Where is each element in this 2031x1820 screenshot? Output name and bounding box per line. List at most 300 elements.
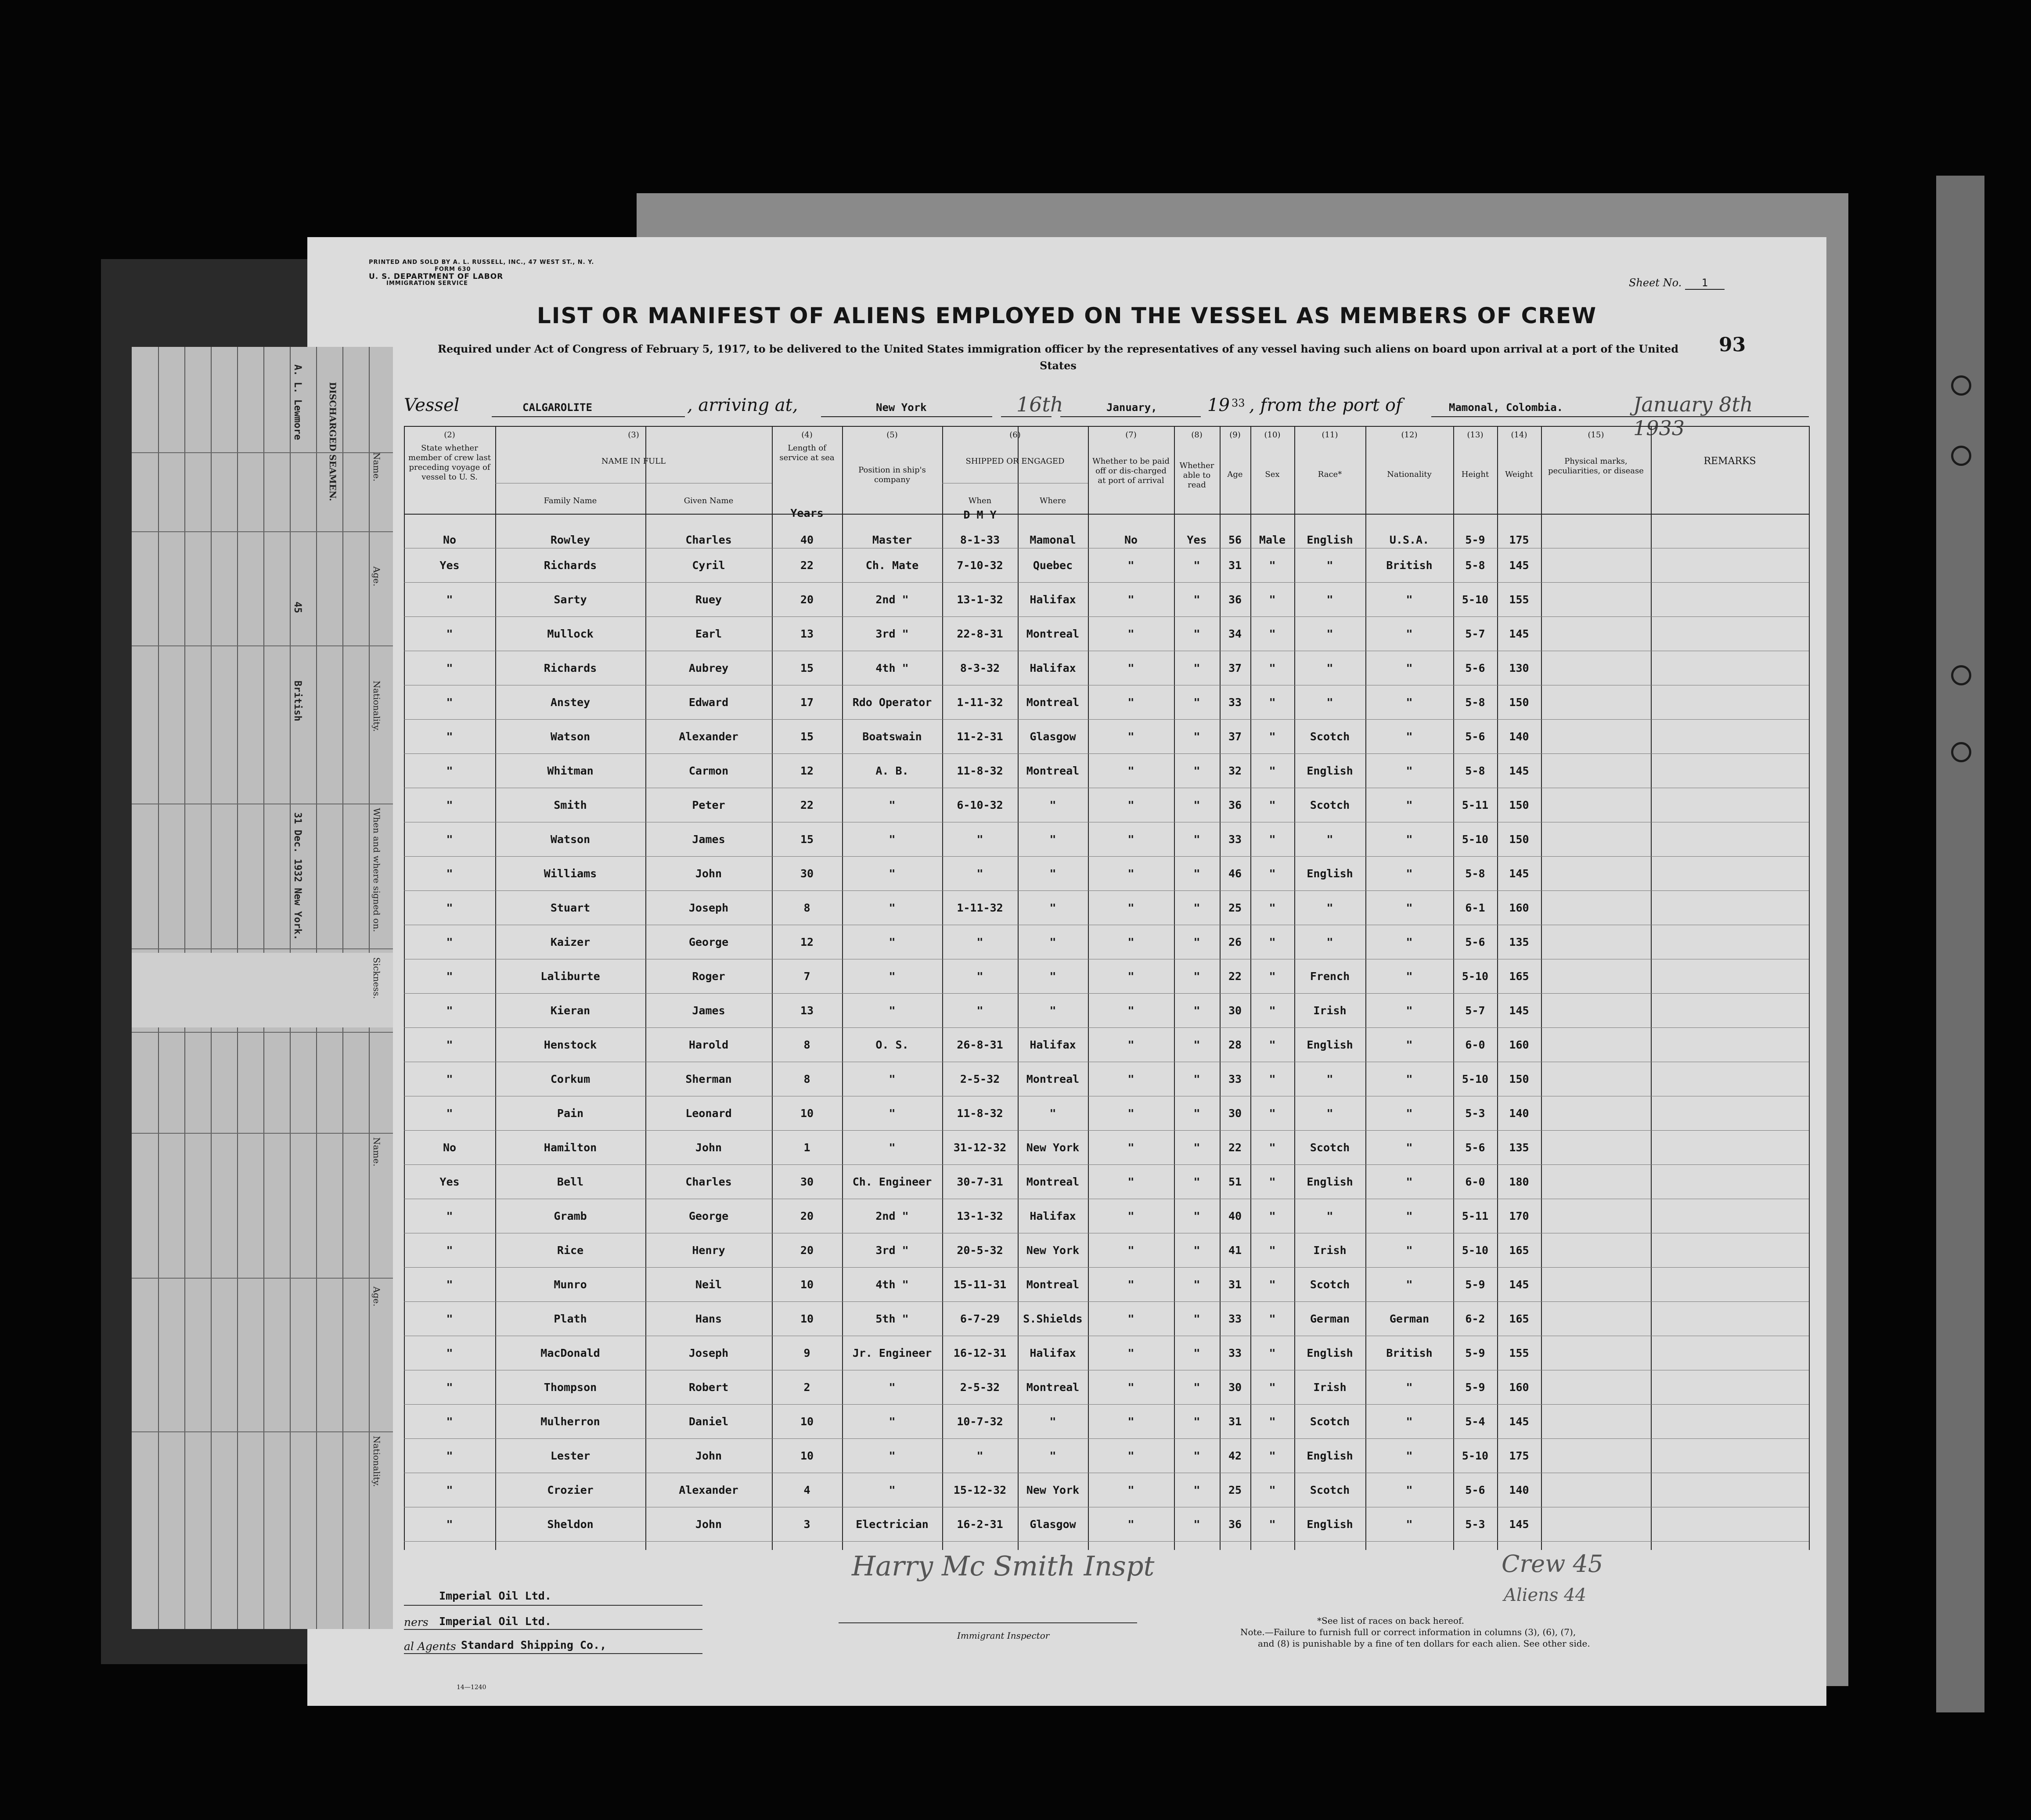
crew-where-cell: Montreal [1026, 1278, 1080, 1291]
crew-race-cell: " [1326, 1073, 1333, 1085]
crew-where-cell: Glasgow [1030, 730, 1076, 743]
crew-position-cell: Ch. Mate [865, 559, 919, 572]
crew-height-cell: 5-6 [1465, 1484, 1485, 1496]
crew-weight-cell: 140 [1509, 730, 1529, 743]
crew-given-cell: Roger [692, 970, 725, 983]
crew-nationality-cell: " [1406, 936, 1413, 948]
crew-read-cell: " [1193, 1210, 1200, 1222]
crew-age-cell: 36 [1228, 593, 1242, 606]
crew-years-cell: 8 [803, 1038, 810, 1051]
crew-when-cell: 2-5-32 [960, 1073, 1000, 1085]
crew-weight-cell: 145 [1509, 1415, 1529, 1428]
crew-family-cell: Rice [557, 1244, 584, 1257]
column-header: (14) [1511, 430, 1527, 440]
crew-sex-cell: " [1269, 764, 1276, 777]
crew-prev-cell: " [446, 1381, 453, 1394]
crew-given-cell: Alexander [679, 1484, 738, 1496]
crew-family-cell: Richards [544, 559, 597, 572]
crew-read-cell: " [1193, 1381, 1200, 1394]
crew-age-cell: 33 [1228, 1312, 1242, 1325]
crew-paid-cell: " [1127, 1210, 1134, 1222]
crew-sex-cell: " [1269, 1244, 1276, 1257]
crew-paid-cell: " [1127, 1278, 1134, 1291]
column-header: NAME IN FULL [601, 457, 666, 466]
crew-sex-cell: " [1269, 867, 1276, 880]
crew-paid-cell: " [1127, 1484, 1134, 1496]
crew-when-cell: 15-11-31 [953, 1278, 1007, 1291]
crew-when-cell: 31-12-32 [953, 1141, 1007, 1154]
crew-nationality-cell: " [1406, 1449, 1413, 1462]
crew-when-cell: 11-8-32 [957, 1107, 1003, 1120]
crew-given-cell: Joseph [688, 1347, 729, 1359]
crew-prev-cell: " [446, 1038, 453, 1051]
crew-nationality-cell: " [1406, 867, 1413, 880]
crew-position-cell: 3rd " [875, 627, 909, 640]
crew-weight-cell: 165 [1509, 1312, 1529, 1325]
crew-when-cell: " [976, 1449, 983, 1462]
crew-position-cell: " [889, 1381, 896, 1394]
crew-race-cell: English [1307, 1175, 1353, 1188]
crew-when-cell: 8-3-32 [960, 662, 1000, 674]
vessel-name: CALGAROLITE [522, 401, 592, 414]
crew-weight-cell: 165 [1509, 1244, 1529, 1257]
crew-age-cell: 56 [1228, 533, 1242, 546]
crew-position-cell: " [889, 1004, 896, 1017]
crew-paid-cell: " [1127, 696, 1134, 709]
crew-years-cell: 15 [800, 730, 814, 743]
crew-weight-cell: 140 [1509, 1484, 1529, 1496]
crew-age-cell: 30 [1228, 1107, 1242, 1120]
crew-years-cell: 12 [800, 936, 814, 948]
crew-given-cell: Leonard [685, 1107, 732, 1120]
crew-position-cell: " [889, 833, 896, 846]
crew-nationality-cell: " [1406, 662, 1413, 674]
crew-years-cell: 30 [800, 1175, 814, 1188]
crew-nationality-cell: " [1406, 1415, 1413, 1428]
crew-race-cell: " [1326, 1107, 1333, 1120]
crew-when-cell: 26-8-31 [957, 1038, 1003, 1051]
crew-read-cell: " [1193, 1449, 1200, 1462]
column-header: Physical marks, peculiarities, or disease [1548, 457, 1644, 476]
slip-seaman-signed: 31 Dec. 1932 New York. [292, 812, 303, 941]
column-header: Position in ship's company [858, 465, 926, 484]
crew-paid-cell: " [1127, 1415, 1134, 1428]
crew-height-cell: 5-6 [1465, 730, 1485, 743]
crew-race-cell: " [1326, 1210, 1333, 1222]
crew-sex-cell: " [1269, 559, 1276, 572]
crew-race-cell: Scotch [1310, 1141, 1350, 1154]
inspector-signature: Harry Mc Smith Inspt [852, 1550, 1155, 1582]
crew-position-cell: Electrician [856, 1518, 929, 1531]
crew-race-cell: Scotch [1310, 1415, 1350, 1428]
crew-when-cell: 13-1-32 [957, 593, 1003, 606]
slip-title: DISCHARGED SEAMEN. [328, 382, 338, 501]
slip-header-signed: When and where signed on. [371, 808, 382, 932]
form-code: 14—1240 [457, 1684, 486, 1691]
crew-height-cell: 5-10 [1462, 1244, 1489, 1257]
crew-age-cell: 36 [1228, 799, 1242, 811]
crew-paid-cell: " [1127, 559, 1134, 572]
crew-years-cell: 1 [803, 1141, 810, 1154]
charterer: Imperial Oil Ltd. [439, 1589, 551, 1602]
crew-weight-cell: 140 [1509, 1107, 1529, 1120]
crew-weight-cell: 130 [1509, 662, 1529, 674]
crew-paid-cell: " [1127, 867, 1134, 880]
crew-age-cell: 33 [1228, 1073, 1242, 1085]
crew-height-cell: 6-2 [1465, 1312, 1485, 1325]
crew-read-cell: " [1193, 1415, 1200, 1428]
crew-sex-cell: " [1269, 627, 1276, 640]
crew-age-cell: 33 [1228, 696, 1242, 709]
crew-nationality-cell: " [1406, 1004, 1413, 1017]
column-header: Where [1039, 496, 1066, 505]
crew-nationality-cell: " [1406, 1107, 1413, 1120]
crew-height-cell: 5-9 [1465, 1381, 1485, 1394]
crew-race-cell: Scotch [1310, 730, 1350, 743]
crew-race-cell: English [1307, 1518, 1353, 1531]
column-header: (12) [1401, 430, 1418, 440]
column-header: Given Name [684, 496, 734, 505]
crew-prev-cell: " [446, 1484, 453, 1496]
crew-age-cell: 51 [1228, 1175, 1242, 1188]
crew-family-cell: Hamilton [544, 1141, 597, 1154]
crew-family-cell: Plath [554, 1312, 587, 1325]
arrival-port: New York [876, 401, 927, 414]
column-header: Nationality [1387, 470, 1432, 479]
crew-race-cell: Scotch [1310, 1484, 1350, 1496]
crew-height-cell: 6-1 [1465, 901, 1485, 914]
crew-position-cell: " [889, 901, 896, 914]
crew-nationality-cell: " [1406, 730, 1413, 743]
crew-weight-cell: 155 [1509, 1347, 1529, 1359]
crew-position-cell: Boatswain [862, 730, 922, 743]
crew-where-cell: " [1049, 833, 1056, 846]
column-header: (3) [628, 430, 639, 440]
page-number: 93 [1719, 334, 1746, 356]
crew-read-cell: " [1193, 901, 1200, 914]
crew-height-cell: 5-10 [1462, 833, 1489, 846]
column-header: (2) [444, 430, 455, 440]
crew-prev-cell: " [446, 867, 453, 880]
arrival-year: 33 [1232, 397, 1245, 409]
crew-read-cell: " [1193, 1004, 1200, 1017]
crew-prev-cell: Yes [439, 559, 460, 572]
crew-paid-cell: " [1127, 1518, 1134, 1531]
crew-weight-cell: 165 [1509, 970, 1529, 983]
crew-sex-cell: " [1269, 1518, 1276, 1531]
crew-when-cell: 13-1-32 [957, 1210, 1003, 1222]
crew-prev-cell: " [446, 833, 453, 846]
crew-read-cell: " [1193, 970, 1200, 983]
crew-given-cell: George [688, 936, 729, 948]
crew-family-cell: Whitman [547, 764, 594, 777]
crew-prev-cell: " [446, 1004, 453, 1017]
crew-nationality-cell: " [1406, 970, 1413, 983]
crew-where-cell: " [1049, 901, 1056, 914]
crew-family-cell: Pain [557, 1107, 584, 1120]
crew-position-cell: " [889, 970, 896, 983]
crew-prev-cell: " [446, 1415, 453, 1428]
crew-height-cell: 5-11 [1462, 1210, 1489, 1222]
column-header: (9) [1229, 430, 1241, 440]
crew-family-cell: Mullock [547, 627, 594, 640]
crew-nationality-cell: " [1406, 627, 1413, 640]
crew-years-cell: 17 [800, 696, 814, 709]
crew-prev-cell: " [446, 730, 453, 743]
crew-position-cell: 2nd " [875, 593, 909, 606]
crew-race-cell: English [1307, 1038, 1353, 1051]
crew-given-cell: Harold [688, 1038, 729, 1051]
crew-prev-cell: Yes [439, 1175, 460, 1188]
crew-when-cell: " [976, 867, 983, 880]
slip-header-name: Name. [371, 452, 382, 482]
crew-family-cell: Crozier [547, 1484, 594, 1496]
column-header: (5) [886, 430, 898, 440]
crew-given-cell: John [695, 1141, 722, 1154]
crew-sex-cell: " [1269, 1449, 1276, 1462]
penalty-note: Note.—Failure to furnish full or correct information in columns (3), (6), (7), [1240, 1627, 1576, 1637]
crew-position-cell: " [889, 936, 896, 948]
crew-position-cell: O. S. [875, 1038, 909, 1051]
crew-nationality-cell: " [1406, 593, 1413, 606]
crew-position-cell: " [889, 1073, 896, 1085]
crew-family-cell: Lester [550, 1449, 591, 1462]
crew-age-cell: 22 [1228, 970, 1242, 983]
crew-nationality-cell: " [1406, 1141, 1413, 1154]
crew-prev-cell: " [446, 593, 453, 606]
page-title: LIST OR MANIFEST OF ALIENS EMPLOYED ON THE VESSEL AS MEMBERS OF CREW [537, 303, 1597, 328]
crew-sex-cell: Male [1259, 533, 1286, 546]
binder-strip [1936, 176, 1984, 1712]
crew-position-cell: " [889, 1484, 896, 1496]
crew-weight-cell: 180 [1509, 1175, 1529, 1188]
crew-height-cell: 5-10 [1462, 970, 1489, 983]
crew-when-cell: 11-8-32 [957, 764, 1003, 777]
crew-weight-cell: 145 [1509, 867, 1529, 880]
crew-where-cell: " [1049, 936, 1056, 948]
crew-weight-cell: 160 [1509, 1038, 1529, 1051]
crew-years-cell: 22 [800, 799, 814, 811]
slip-header-name-2: Name. [371, 1137, 382, 1167]
crew-given-cell: John [695, 867, 722, 880]
crew-family-cell: Richards [544, 662, 597, 674]
crew-height-cell: 5-11 [1462, 799, 1489, 811]
crew-weight-cell: 145 [1509, 559, 1529, 572]
crew-sex-cell: " [1269, 1004, 1276, 1017]
crew-paid-cell: " [1127, 1381, 1134, 1394]
crew-paid-cell: " [1127, 799, 1134, 811]
crew-years-cell: 20 [800, 593, 814, 606]
crew-where-cell: New York [1026, 1141, 1080, 1154]
crew-where-cell: S.Shields [1023, 1312, 1083, 1325]
crew-where-cell: Halifax [1030, 1038, 1076, 1051]
crew-position-cell: 5th " [875, 1312, 909, 1325]
crew-age-cell: 37 [1228, 662, 1242, 674]
crew-where-cell: " [1049, 1449, 1056, 1462]
crew-years-cell: 8 [803, 901, 810, 914]
crew-nationality-cell: " [1406, 1278, 1413, 1291]
crew-sex-cell: " [1269, 1175, 1276, 1188]
crew-weight-cell: 150 [1509, 833, 1529, 846]
crew-position-cell: " [889, 1449, 896, 1462]
crew-sex-cell: " [1269, 662, 1276, 674]
crew-position-cell: 4th " [875, 662, 909, 674]
crew-read-cell: " [1193, 1175, 1200, 1188]
crew-read-cell: " [1193, 764, 1200, 777]
crew-weight-cell: 145 [1509, 627, 1529, 640]
crew-paid-cell: " [1127, 593, 1134, 606]
crew-where-cell: Montreal [1026, 1175, 1080, 1188]
crew-sex-cell: " [1269, 730, 1276, 743]
crew-family-cell: Sarty [554, 593, 587, 606]
crew-prev-cell: " [446, 764, 453, 777]
column-header: Weight [1505, 470, 1533, 479]
crew-race-cell: English [1307, 764, 1353, 777]
binder-ring [1951, 375, 1971, 396]
crew-where-cell: Halifax [1030, 1210, 1076, 1222]
crew-race-cell: Irish [1313, 1381, 1347, 1394]
crew-where-cell: Montreal [1026, 1073, 1080, 1085]
crew-when-cell: 6-7-29 [960, 1312, 1000, 1325]
crew-weight-cell: 150 [1509, 696, 1529, 709]
crew-age-cell: 30 [1228, 1381, 1242, 1394]
crew-given-cell: James [692, 833, 725, 846]
crew-given-cell: Carmon [688, 764, 729, 777]
crew-paid-cell: " [1127, 901, 1134, 914]
crew-position-cell: 3rd " [875, 1244, 909, 1257]
crew-age-cell: 25 [1228, 901, 1242, 914]
crew-given-cell: Ruey [695, 593, 722, 606]
binder-ring [1951, 665, 1971, 685]
crew-race-cell: German [1310, 1312, 1350, 1325]
column-header: (8) [1191, 430, 1203, 440]
crew-race-cell: " [1326, 833, 1333, 846]
crew-where-cell: Glasgow [1030, 1518, 1076, 1531]
agents: Standard Shipping Co., [461, 1639, 607, 1651]
crew-where-cell: " [1049, 970, 1056, 983]
binder-ring [1951, 446, 1971, 466]
crew-sex-cell: " [1269, 799, 1276, 811]
crew-age-cell: 33 [1228, 1347, 1242, 1359]
crew-position-cell: 4th " [875, 1278, 909, 1291]
crew-prev-cell: " [446, 970, 453, 983]
crew-given-cell: James [692, 1004, 725, 1017]
crew-family-cell: Gramb [554, 1210, 587, 1222]
crew-given-cell: Charles [685, 1175, 732, 1188]
crew-weight-cell: 135 [1509, 1141, 1529, 1154]
crew-race-cell: " [1326, 627, 1333, 640]
crew-years-cell: 15 [800, 662, 814, 674]
column-header: Whether to be paid off or dis-charged at port of arrival [1092, 457, 1170, 485]
crew-years-cell: 9 [803, 1347, 810, 1359]
crew-age-cell: 31 [1228, 1415, 1242, 1428]
crew-read-cell: " [1193, 1347, 1200, 1359]
crew-height-cell: 5-6 [1465, 1141, 1485, 1154]
crew-family-cell: Watson [550, 833, 591, 846]
crew-age-cell: 34 [1228, 627, 1242, 640]
column-header: State whether member of crew last preceding voyage of vessel to U. S. [408, 443, 491, 482]
crew-family-cell: Munro [554, 1278, 587, 1291]
crew-sex-cell: " [1269, 833, 1276, 846]
crew-read-cell: " [1193, 1278, 1200, 1291]
crew-race-cell: English [1307, 1347, 1353, 1359]
crew-age-cell: 31 [1228, 1278, 1242, 1291]
crew-read-cell: " [1193, 696, 1200, 709]
crew-when-cell: " [976, 1004, 983, 1017]
crew-years-cell: 20 [800, 1244, 814, 1257]
crew-where-cell: Quebec [1033, 559, 1073, 572]
crew-paid-cell: " [1127, 1312, 1134, 1325]
crew-when-cell: 7-10-32 [957, 559, 1003, 572]
crew-race-cell: " [1326, 696, 1333, 709]
crew-position-cell: " [889, 867, 896, 880]
crew-race-cell: Irish [1313, 1004, 1347, 1017]
column-header: (4) [801, 430, 813, 440]
crew-given-cell: Robert [688, 1381, 729, 1394]
crew-weight-cell: 145 [1509, 1278, 1529, 1291]
aliens-count: Aliens 44 [1504, 1585, 1587, 1605]
slip-seaman-name: A. L. Lewmore [292, 364, 303, 440]
column-header: (11) [1322, 430, 1338, 440]
crew-paid-cell: " [1127, 730, 1134, 743]
crew-race-cell: English [1307, 1449, 1353, 1462]
crew-given-cell: Joseph [688, 901, 729, 914]
column-header: (10) [1264, 430, 1281, 440]
crew-read-cell: " [1193, 1244, 1200, 1257]
crew-sex-cell: " [1269, 1312, 1276, 1325]
crew-years-cell: 10 [800, 1415, 814, 1428]
crew-weight-cell: 175 [1509, 533, 1529, 546]
crew-nationality-cell: " [1406, 1073, 1413, 1085]
crew-position-cell: Rdo Operator [852, 696, 932, 709]
crew-prev-cell: " [446, 1073, 453, 1085]
crew-prev-cell: " [446, 1347, 453, 1359]
slip-seaman-age: 45 [292, 602, 303, 613]
crew-read-cell: " [1193, 593, 1200, 606]
crew-height-cell: 5-10 [1462, 1449, 1489, 1462]
crew-years-cell: 40 [800, 533, 814, 546]
crew-race-cell: French [1310, 970, 1350, 983]
crew-age-cell: 28 [1228, 1038, 1242, 1051]
column-header: Age [1227, 470, 1243, 479]
crew-when-cell: 1-11-32 [957, 901, 1003, 914]
column-header: REMARKS [1703, 456, 1756, 467]
inspector-label: Immigrant Inspector [957, 1630, 1050, 1641]
crew-nationality-cell: " [1406, 1210, 1413, 1222]
column-header: When [968, 496, 992, 505]
crew-height-cell: 5-10 [1462, 1073, 1489, 1085]
crew-where-cell: " [1049, 1107, 1056, 1120]
crew-paid-cell: " [1127, 1244, 1134, 1257]
crew-height-cell: 5-8 [1465, 764, 1485, 777]
crew-paid-cell: " [1127, 1449, 1134, 1462]
crew-prev-cell: " [446, 696, 453, 709]
crew-paid-cell: " [1127, 833, 1134, 846]
crew-family-cell: Bell [557, 1175, 584, 1188]
crew-height-cell: 6-0 [1465, 1038, 1485, 1051]
column-header: Sex [1265, 470, 1280, 479]
crew-height-cell: 5-6 [1465, 936, 1485, 948]
crew-height-cell: 5-8 [1465, 696, 1485, 709]
crew-where-cell: Mamonal [1030, 533, 1076, 546]
crew-paid-cell: " [1127, 970, 1134, 983]
column-header: (13) [1467, 430, 1484, 440]
crew-prev-cell: " [446, 1244, 453, 1257]
crew-family-cell: Thompson [544, 1381, 597, 1394]
crew-sex-cell: " [1269, 1107, 1276, 1120]
crew-prev-cell: No [443, 1141, 457, 1154]
crew-read-cell: " [1193, 1141, 1200, 1154]
